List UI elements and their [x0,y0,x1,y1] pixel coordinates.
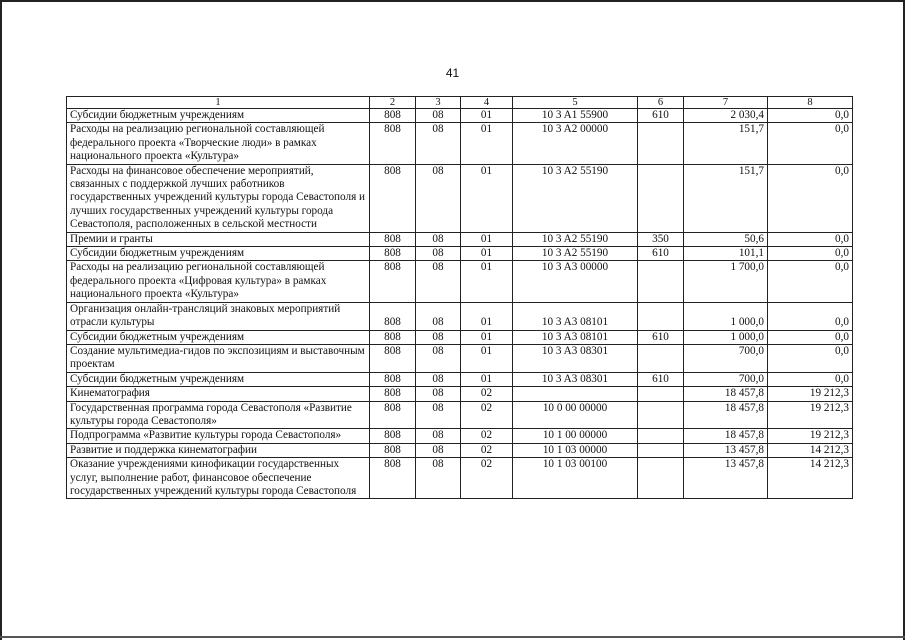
cell-amount-1: 13 457,8 [684,443,768,457]
cell-subsection: 02 [461,443,513,457]
cell-section: 08 [416,443,461,457]
cell-ministry: 808 [370,232,416,246]
cell-amount-2: 0,0 [768,164,853,232]
cell-target-code: 10 3 A3 08301 [513,372,638,386]
cell-ministry: 808 [370,247,416,261]
cell-ministry: 808 [370,123,416,164]
table-row [67,401,853,429]
cell-subsection: 01 [461,302,513,330]
table-row [67,344,853,372]
cell-ministry: 808 [370,443,416,457]
cell-expense-type [638,344,684,372]
table-row [67,330,853,344]
cell-target-code: 10 3 A3 08101 [513,302,638,330]
page-number: 41 [445,66,460,80]
cell-ministry: 808 [370,429,416,443]
row-name: Организация онлайн-трансляций знаковых мероприятий отрасли культуры [67,302,370,330]
row-name: Расходы на реализацию региональной составляющей федерального проекта «Цифровая культура» в рамках национального проекта «Культура» [67,261,370,302]
row-name: Оказание учреждениями кинофикации государственных услуг, выполнение работ, финансовое обеспечение государственных учреждений культуры города Севастополя [67,458,370,499]
cell-target-code: 10 3 A2 55190 [513,164,638,232]
column-header: 7 [684,97,768,109]
cell-amount-2: 0,0 [768,330,853,344]
column-header: 1 [67,97,370,109]
cell-expense-type [638,123,684,164]
cell-target-code: 10 3 A2 55190 [513,247,638,261]
table-row [67,123,853,164]
column-header: 6 [638,97,684,109]
table-row [67,387,853,401]
cell-target-code: 10 3 A2 00000 [513,123,638,164]
cell-amount-1: 101,1 [684,247,768,261]
row-name: Субсидии бюджетным учреждениям [67,247,370,261]
cell-subsection: 01 [461,232,513,246]
cell-amount-2: 19 212,3 [768,429,853,443]
cell-target-code: 10 3 A3 08101 [513,330,638,344]
cell-expense-type: 610 [638,109,684,123]
cell-section: 08 [416,123,461,164]
cell-expense-type [638,387,684,401]
cell-amount-2: 0,0 [768,261,853,302]
cell-amount-1: 1 700,0 [684,261,768,302]
cell-subsection: 02 [461,429,513,443]
cell-subsection: 02 [461,401,513,429]
cell-amount-2: 0,0 [768,372,853,386]
cell-amount-1: 18 457,8 [684,401,768,429]
cell-expense-type [638,302,684,330]
cell-amount-1: 1 000,0 [684,302,768,330]
cell-expense-type [638,261,684,302]
cell-amount-1: 2 030,4 [684,109,768,123]
cell-expense-type: 610 [638,372,684,386]
cell-subsection: 02 [461,458,513,499]
cell-ministry: 808 [370,387,416,401]
cell-amount-1: 700,0 [684,372,768,386]
cell-expense-type [638,429,684,443]
row-name: Субсидии бюджетным учреждениям [67,330,370,344]
cell-section: 08 [416,330,461,344]
cell-amount-2: 19 212,3 [768,401,853,429]
header-row [67,97,853,109]
cell-amount-2: 19 212,3 [768,387,853,401]
cell-expense-type [638,443,684,457]
row-name: Расходы на реализацию региональной составляющей федерального проекта «Творческие люди» в рамках национального проекта «Культура» [67,123,370,164]
scan-border-top [0,0,905,2]
cell-section: 08 [416,387,461,401]
table-row [67,109,853,123]
cell-amount-1: 700,0 [684,344,768,372]
cell-amount-1: 1 000,0 [684,330,768,344]
row-name: Премии и гранты [67,232,370,246]
cell-amount-2: 0,0 [768,302,853,330]
cell-ministry: 808 [370,344,416,372]
table-row [67,429,853,443]
cell-section: 08 [416,302,461,330]
cell-subsection: 01 [461,247,513,261]
cell-section: 08 [416,401,461,429]
cell-section: 08 [416,261,461,302]
cell-subsection: 02 [461,387,513,401]
cell-amount-2: 14 212,3 [768,458,853,499]
cell-amount-1: 13 457,8 [684,458,768,499]
column-header: 4 [461,97,513,109]
cell-amount-2: 14 212,3 [768,443,853,457]
column-header: 2 [370,97,416,109]
cell-subsection: 01 [461,344,513,372]
cell-amount-2: 0,0 [768,344,853,372]
cell-target-code: 10 3 A3 00000 [513,261,638,302]
column-header: 8 [768,97,853,109]
cell-ministry: 808 [370,302,416,330]
cell-section: 08 [416,458,461,499]
cell-amount-1: 18 457,8 [684,387,768,401]
budget-table [66,96,853,499]
table-row [67,302,853,330]
cell-amount-1: 151,7 [684,123,768,164]
scan-border-bottom [0,636,905,638]
cell-amount-2: 0,0 [768,109,853,123]
row-name: Кинематография [67,387,370,401]
cell-target-code: 10 1 00 00000 [513,429,638,443]
cell-amount-1: 50,6 [684,232,768,246]
table-row [67,247,853,261]
cell-subsection: 01 [461,109,513,123]
cell-subsection: 01 [461,330,513,344]
cell-section: 08 [416,247,461,261]
cell-subsection: 01 [461,261,513,302]
table-row [67,261,853,302]
cell-expense-type: 610 [638,247,684,261]
scan-border-left [0,0,2,640]
cell-expense-type [638,458,684,499]
cell-section: 08 [416,429,461,443]
cell-section: 08 [416,232,461,246]
row-name: Развитие и поддержка кинематографии [67,443,370,457]
row-name: Подпрограмма «Развитие культуры города Севастополя» [67,429,370,443]
cell-subsection: 01 [461,164,513,232]
row-name: Субсидии бюджетным учреждениям [67,109,370,123]
cell-amount-2: 0,0 [768,247,853,261]
cell-ministry: 808 [370,401,416,429]
row-name: Государственная программа города Севастополя «Развитие культуры города Севастополя» [67,401,370,429]
cell-target-code: 10 3 A3 08301 [513,344,638,372]
cell-target-code: 10 0 00 00000 [513,401,638,429]
cell-ministry: 808 [370,109,416,123]
cell-section: 08 [416,109,461,123]
cell-expense-type: 610 [638,330,684,344]
column-header: 3 [416,97,461,109]
cell-section: 08 [416,344,461,372]
cell-expense-type [638,164,684,232]
cell-ministry: 808 [370,372,416,386]
cell-subsection: 01 [461,123,513,164]
row-name: Расходы на финансовое обеспечение мероприятий, связанных с поддержкой лучших работников государственных учреждений культуры города Севастополя и лучших государственных учреждений культуры города Севастополя, расположенных в сельской местности [67,164,370,232]
cell-target-code [513,387,638,401]
cell-ministry: 808 [370,458,416,499]
cell-subsection: 01 [461,372,513,386]
cell-ministry: 808 [370,261,416,302]
table-row [67,372,853,386]
cell-target-code: 10 3 A2 55190 [513,232,638,246]
table-row [67,232,853,246]
cell-amount-2: 0,0 [768,232,853,246]
table-row [67,443,853,457]
table-row [67,164,853,232]
column-header: 5 [513,97,638,109]
cell-amount-1: 151,7 [684,164,768,232]
cell-target-code: 10 1 03 00100 [513,458,638,499]
row-name: Субсидии бюджетным учреждениям [67,372,370,386]
cell-target-code: 10 1 03 00000 [513,443,638,457]
cell-amount-1: 18 457,8 [684,429,768,443]
cell-ministry: 808 [370,330,416,344]
table-row [67,458,853,499]
cell-section: 08 [416,164,461,232]
row-name: Создание мультимедиа-гидов по экспозициям и выставочным проектам [67,344,370,372]
cell-target-code: 10 3 A1 55900 [513,109,638,123]
cell-amount-2: 0,0 [768,123,853,164]
cell-expense-type [638,401,684,429]
cell-expense-type: 350 [638,232,684,246]
cell-section: 08 [416,372,461,386]
cell-ministry: 808 [370,164,416,232]
